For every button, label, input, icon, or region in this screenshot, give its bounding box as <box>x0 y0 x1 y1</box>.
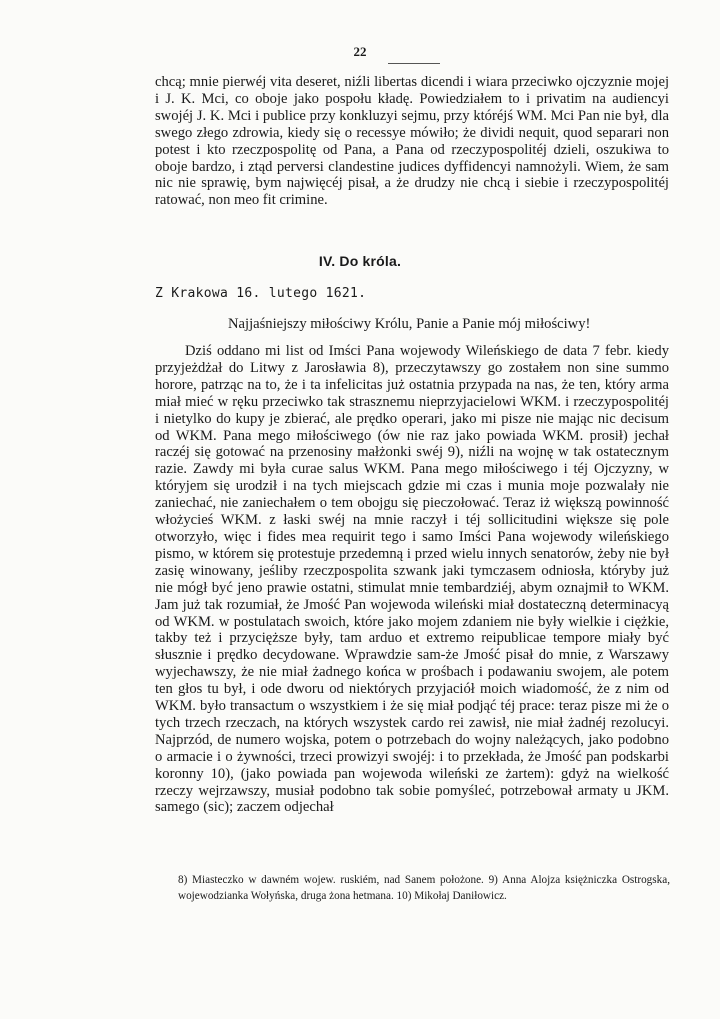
footnotes <box>178 873 670 904</box>
page-number: 22 <box>353 44 367 59</box>
salutation: Najjaśniejszy miłościwy Królu, Panie a Panie mój miłościwy! <box>228 316 591 332</box>
section-heading: IV. Do króla. <box>318 253 402 269</box>
main-paragraph-text: Dziś oddano mi list od Imści Pana wojewody Wileńskiego de data 7 febr. kiedy przyjeżdżał do Litwy z Jarosławia 8), przeczytawszy go zostałem non sine summo horore, patrząc na to, że i ta infelicitas już ostatnia przypada na nas, że ten, który arma miał mieć w ręku przeciwko tak strasznemu nieprzyjacielowi WKM. i rzeczypospolitéj i nietylko do kupy je zbierać, ale prędko operari, jako mi pisze nie mając nic decisum od WKM. Pana mego miłościwego (ów nie raz jako powiada WKM. prosił) jechał raczéj się gotować na przenosiny małżonki swéj 9), niźli na wojnę w tak ostatecznym razie. Zawdy mi była curae salus WKM. Pana mego miłościwego i téj Ojczyzny, w któryjem się urodził i na tych miejscach gdzie mi czas i munia moje pozwalały nie zaniechać, nie zaniechałem o tem obojgu się pieczołować. Teraz iż większą powinność włożycieś WKM. z łaski swéj na mnie raczył i téj sollicitudini większe się pole otworzyło, więc i fides mea requirit tego i samo Imści Pana wojewody wileńskiego pismo, w którem się protestuje przedemną i przed wielu innych senatorów, żeby nie był zasię winowany, jeśliby rzeczpospolita szwank jaki tymczasem odniosła, któryby już nie mógł być jeno prawie ostatni, stimulat mnie tembardziéj, abym oznajmił to WKM. Jam już tak rozumiał, że Jmość Pan wojewoda wileński miał dostateczną determinacyą od WKM. w postulatach swoich, które jako mojem zdaniem nie były wielkie i ciężkie, takby też i przycięższe były, tam arduo et extremo reipublicae tempore miały być słusznie i prędko decydowane. Wprawdzie sam-że Jmość pisał do mnie, z Warszawy wyjechawszy, że nie miał żadnego końca w prośbach i podawaniu swojem, ale potem ten głos tu był, i ode dworu od niektórych przyjaciół moich wiadomość, że z nim od WKM. było transactum o wszystkiem i że się miał podjąć téj prace: teraz pisze mi że o tych trzech rzeczach, na których wszystek cardo rei zawisł, nie miał żadnéj rezolucyi. Najprzód, de numero wojska, potem o potrzebach do wojny należących, jako podobno o armacie i o żywności, trzeci prowizyi swojéj: i to przekłada, że Jmość pan podskarbi koronny 10), (jako powiada pan wojewoda wileński ze żartem): gdyż na wielkość rzeczy wejrzawszy, musiał podobno tak sobie pomyśleć, potrzebował armaty u JKM. samego (sic); zaczem odjechał <box>155 343 669 816</box>
top-paragraph <box>155 74 669 209</box>
footnotes-text: 8) Miasteczko w dawném wojew. ruskiém, nad Sanem położone. 9) Anna Alojza księżniczka Ostrogska, wojewodzianka Wołyńska, druga żona hetmana. 10) Mikołaj Daniłowicz. <box>178 874 670 902</box>
dateline: Z Krakowa 16. lutego 1621. <box>155 286 367 301</box>
main-paragraph <box>155 343 669 816</box>
top-paragraph-text: chcą; mnie pierwéj vita deseret, niźli libertas dicendi i wiara przeciwko ojczyznie mojej i J. K. Mci, co oboje jako pospołu kładę. Powiedziałem to i privatim na audiencyi swojéj J. K. Mci i publice przy konkluzyi sejmu, przy któréjś WM. Mci Pan nie był, dla swego złego zdrowia, kiedy się o recessye mówiło; że dividi nequit, quod separari non potest i kto rzeczpospolitę od Pana, a Pana od rzeczypospolitéj dzieli, oszukiwa to oboje bardzo, i ztąd perversi clandestine judices dyffidencyi namnożyli. Wiem, że sam nic nie sprawię, bym najwięcéj pisał, a że drudzy nie chcą i siebie i rzeczypospolitéj ratować, non meo fit crimine. <box>155 74 669 209</box>
header-rule <box>388 63 440 64</box>
